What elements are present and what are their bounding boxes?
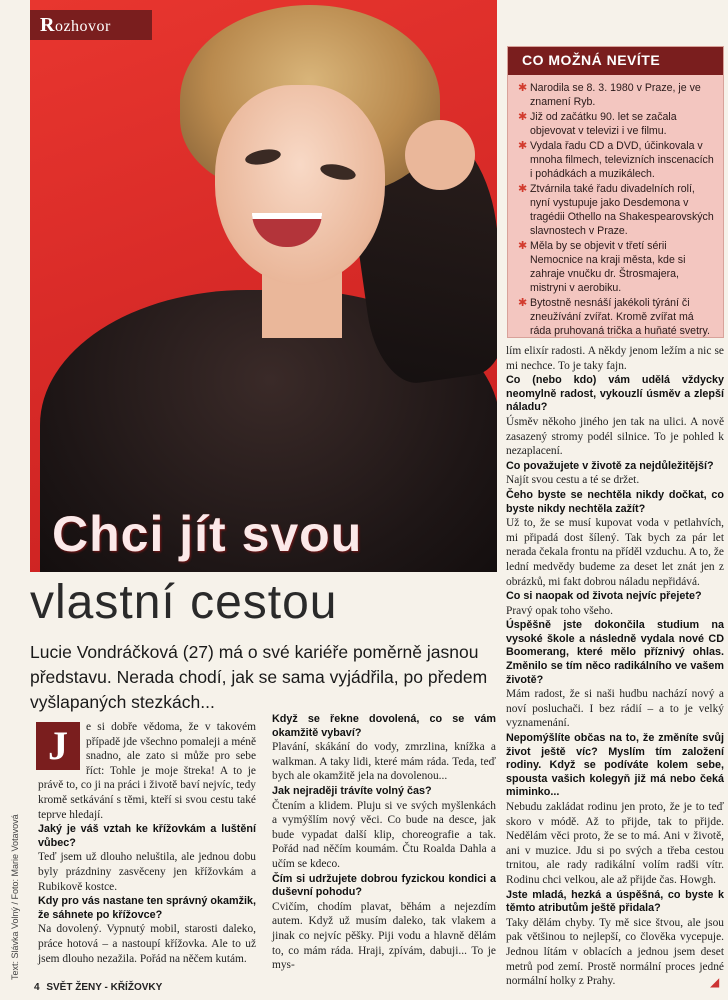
answer: Najít svou cestu a té se držet. — [506, 474, 640, 487]
page-footer — [34, 982, 162, 993]
facts-item: ✱ Měla by se objevit v třetí sérii Nemocnice na kraji města, kde si zahraje vnučku dr. Štrosmajera, mistryni v aerobiku. — [518, 240, 686, 294]
lead-paragraph: Lucie Vondráčková (27) má o své kariéře poměrně jasnou představu. Nerada chodí, jak se sama vyjádřila, po předem vyšlapaných stezkách... — [30, 642, 488, 712]
answer: Teď jsem už dlouho neluštila, ale jednou dobu byly prázdniny zasvěceny jen křížovkám a Rubikově kostce. — [38, 851, 256, 893]
answer: Úsměv někoho jiného jen tak na ulici. A nově zasazený stromy podél silnice. To je pohled k nezaplacení. — [506, 415, 724, 458]
article-column-1 — [38, 720, 256, 966]
question: Co (nebo kdo) vám udělá vždycky neomylně radost, vykouzlí úsměv a zlepší náladu? — [506, 374, 724, 414]
article-column-3 — [506, 344, 724, 989]
answer: Cvičím, chodím plavat, běhám a nejezdím autem. Když už musím daleko, tak vlakem a jinak co nejvíc pěšky. Piji vodu a hlavně dělám to, co mám ráda. Hraji, zpívám, dabuji... To je mys- — [272, 900, 496, 972]
question: Jste mladá, hezká a úspěšná, co byste k těmto atributům ještě přidala? — [506, 888, 724, 915]
facts-box-heading: CO MOŽNÁ NEVÍTE — [508, 47, 723, 75]
question: Kdy pro vás nastane ten správný okamžik, že sáhnete po křížovce? — [38, 895, 256, 921]
answer: Už to, že se musí kupovat voda v petlahvích, mi připadá dost šílený. Tak bych za pár let nerada čekala frontu na příděl vzduchu. A to, že lední medvědy budeme za deset let znát jen z obrázků, mi fakt dobrou náladu nepřidává. — [506, 517, 724, 588]
star-bullet-icon: ✱ — [518, 82, 528, 94]
star-bullet-icon: ✱ — [518, 240, 528, 252]
photo-credit: Text: Slávka Volný / Foto: Marie Votavová — [10, 814, 20, 980]
intro-paragraph: e si dobře vědoma, že v takovém případě jde všechno pomaleji a méně snadno, ale zato si může pro sebe říct: Tohle je moje štreka! A to je právě to, co ji na práci i životě baví nejvíc, tedy kromě setkávání s těmi, kteří si svou cestu také teprve hledají. — [38, 721, 256, 821]
question: Čeho byste se nechtěla nikdy dočkat, co byste nikdy nechtěla zažít? — [506, 488, 724, 515]
facts-item: ✱ Bytostně nesnáší jakékoli týrání či zneužívání zvířat. Kromě zvířat má ráda pruhovaná trička a huňaté svetry. — [518, 297, 711, 337]
photo-face — [215, 85, 385, 285]
page-number: 4 — [34, 982, 40, 993]
question: Úspěšně jste dokončila studium na vysoké škole a následně vydala nové CD Boomerang, které mělo příznivý ohlas. Změnilo se tím něco radikálního ve vašem životě? — [506, 619, 724, 686]
facts-list — [508, 75, 723, 338]
corner-mark-icon: ◢ — [710, 975, 720, 989]
answer: Čtením a klidem. Pluju si ve svých myšlenkách a vymýšlím nový věci. Co bude na desce, jak bude vypadat další klip, choreografie a tak. Pořád nad něčím koumám. Čtu Roalda Dahla a učím se kdeco. — [272, 799, 496, 870]
answer: Mám radost, že si naši hudbu nachází nový a noví posluchači. I bez rádií – a to je velký vyznamenání. — [506, 688, 724, 730]
question: Jak nejraději trávíte volný čas? — [272, 784, 432, 797]
facts-item: ✱ Vydala řadu CD a DVD, účinkovala v mnoha filmech, televizních inscenacích i pohádkách a muzikálech. — [518, 140, 714, 180]
magazine-label: SVĚT ŽENY - KŘÍŽOVKY — [46, 982, 163, 993]
question: Jaký je váš vztah ke křížovkám a luštění vůbec? — [38, 823, 256, 849]
answer: Pravý opak toho všeho. — [506, 604, 613, 617]
headline-line-1: Chci jít svou — [52, 506, 363, 562]
question: Když se řekne dovolená, co se vám okamžitě vybaví? — [272, 713, 496, 739]
answer: Nebudu zakládat rodinu jen proto, že je to teď skoro v módě. Až to přijde, tak to přijde. Nedělám věci proto, že se to má. Ani v životě, ani v muzice. Jdu si po svých a třeba cestou trnitou, ale rady radikální volím radši vítr. Rodinu chci velkou, ale až přijde čas. Howgh. — [506, 801, 724, 886]
answer: Taky dělám chyby. Ty mě sice štvou, ale jsou pak většinou to nejlepší, co člověka vycepuje. Jednou lítám v oblacích a jednou jsem deset metrů pod zemí. Prostě normální proces jedné normální holky z Prahy. — [506, 916, 724, 988]
facts-item: ✱ Narodila se 8. 3. 1980 v Praze, je ve znamení Ryb. — [518, 82, 701, 108]
question: Co považujete v životě za nejdůležitější? — [506, 459, 714, 472]
facts-item: ✱ Ztvárnila také řadu divadelních rolí, nyní vystupuje jako Desdemona v tragédii Othello na Shakespearovských slavnostech v Praze. — [518, 183, 714, 237]
facts-box — [507, 46, 724, 338]
star-bullet-icon: ✱ — [518, 297, 528, 309]
answer: Plavání, skákání do vody, zmrzlina, knížka a walkman. A taky lidi, které mám ráda. Teda, teď bych ale okamžitě jela na dovolenou... — [272, 741, 496, 783]
article-column-2 — [272, 712, 496, 973]
headline-line-2: vlastní cestou — [30, 576, 338, 629]
portrait-photo — [30, 0, 497, 572]
answer: lím elixír radosti. A někdy jenom ležím a nic se mi nechce. To je taky fajn. — [506, 345, 724, 372]
facts-item: ✱ Již od začátku 90. let se začala objevovat v televizi i ve filmu. — [518, 111, 677, 137]
question: Čím si udržujete dobrou fyzickou kondici a duševní pohodu? — [272, 872, 496, 899]
section-rubric: Rozhovor — [30, 10, 152, 40]
question: Nepomýšlíte občas na to, že změníte svůj život ještě víc? Myslím tím založení rodiny. Když se podíváte kolem sebe, spousta vašich kolegyň již má nebo čeká miminko... — [506, 732, 724, 799]
drop-cap: J — [36, 722, 80, 770]
answer: Na dovolený. Vypnutý mobil, starosti daleko, práce hotová – a nastoupí křížovka. Ale to už jsem dlouho nezažila. Pořád na něčem kutám. — [38, 923, 256, 965]
star-bullet-icon: ✱ — [518, 140, 528, 152]
star-bullet-icon: ✱ — [518, 111, 528, 123]
star-bullet-icon: ✱ — [518, 183, 528, 195]
photo-fist — [405, 120, 475, 190]
question: Co si naopak od života nejvíc přejete? — [506, 590, 702, 603]
